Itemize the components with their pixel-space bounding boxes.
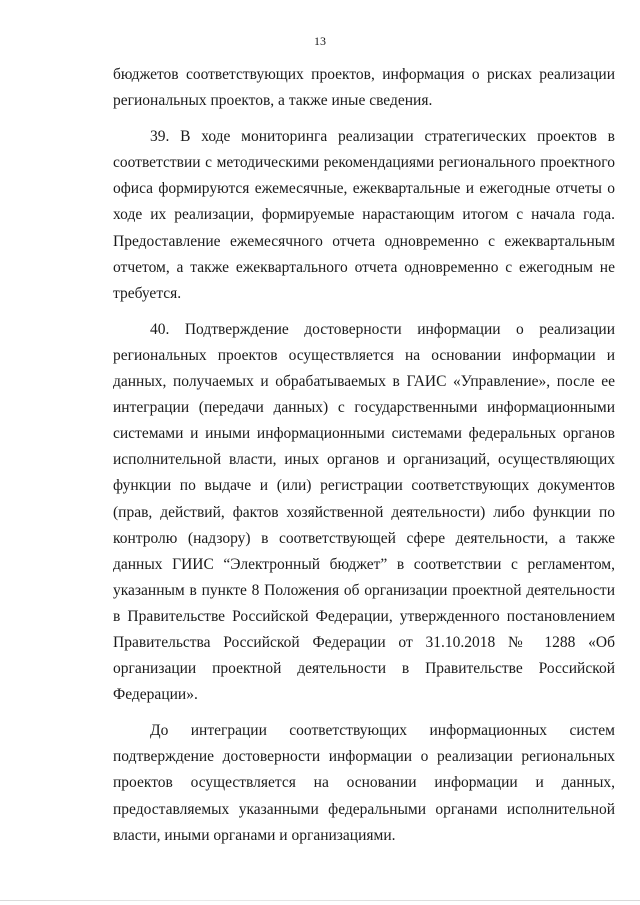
paragraph-gap (113, 708, 615, 718)
paragraph-38-continuation: бюджетов соответствующих проектов, информация о рисках реализации региональных проектов, а также иные сведения. (113, 66, 615, 110)
paragraph-39: 39. В ходе мониторинга реализации стратегических проектов в соответствии с методическими рекомендациями регионального проектного офиса формируются ежемесячные, ежеквартальные и ежегодные отчеты о ходе их реализации, формируемые нарастающим итогом с начала года. Предоставление ежемесячного отчета одновременно с ежеквартальным отчетом, а также ежеквартального отчета одновременно с ежегодным не требуется. (113, 128, 615, 302)
page-number: 13 (314, 34, 326, 48)
document-body (113, 62, 615, 849)
paragraph-gap (113, 114, 615, 124)
paragraph-gap (113, 307, 615, 317)
scan-bottom-edge (0, 900, 640, 901)
paragraph-40-second: До интеграции соответствующих информационных систем подтверждение достоверности информации о реализации региональных проектов осуществляется на основании информации и данных, предоставляемых указанными федеральными органами исполнительной власти, иными органами и организациями. (113, 722, 615, 844)
paragraph-40: 40. Подтверждение достоверности информации о реализации региональных проектов осуществляется на основании информации и данных, получаемых и обрабатываемых в ГАИС «Управление», после ее интеграции (передачи данных) с государственными информационными системами и иными информационными системами федеральных органов исполнительной власти, иных органов и организаций, осуществляющих функции по выдаче и (или) регистрации соответствующих документов (прав, действий, фактов хозяйственной деятельности) либо функции по контролю (надзору) в соответствующей сфере деятельности, а также данных ГИИС “Электронный бюджет” в соответствии с регламентом, указанным в пункте 8 Положения об организации проектной деятельности в Правительстве Российской Федерации, утвержденного постановлением Правительства Российской Федерации от 31.10.2018 № 1288 «Об организации проектной деятельности в Правительстве Российской Федерации». (113, 320, 615, 704)
